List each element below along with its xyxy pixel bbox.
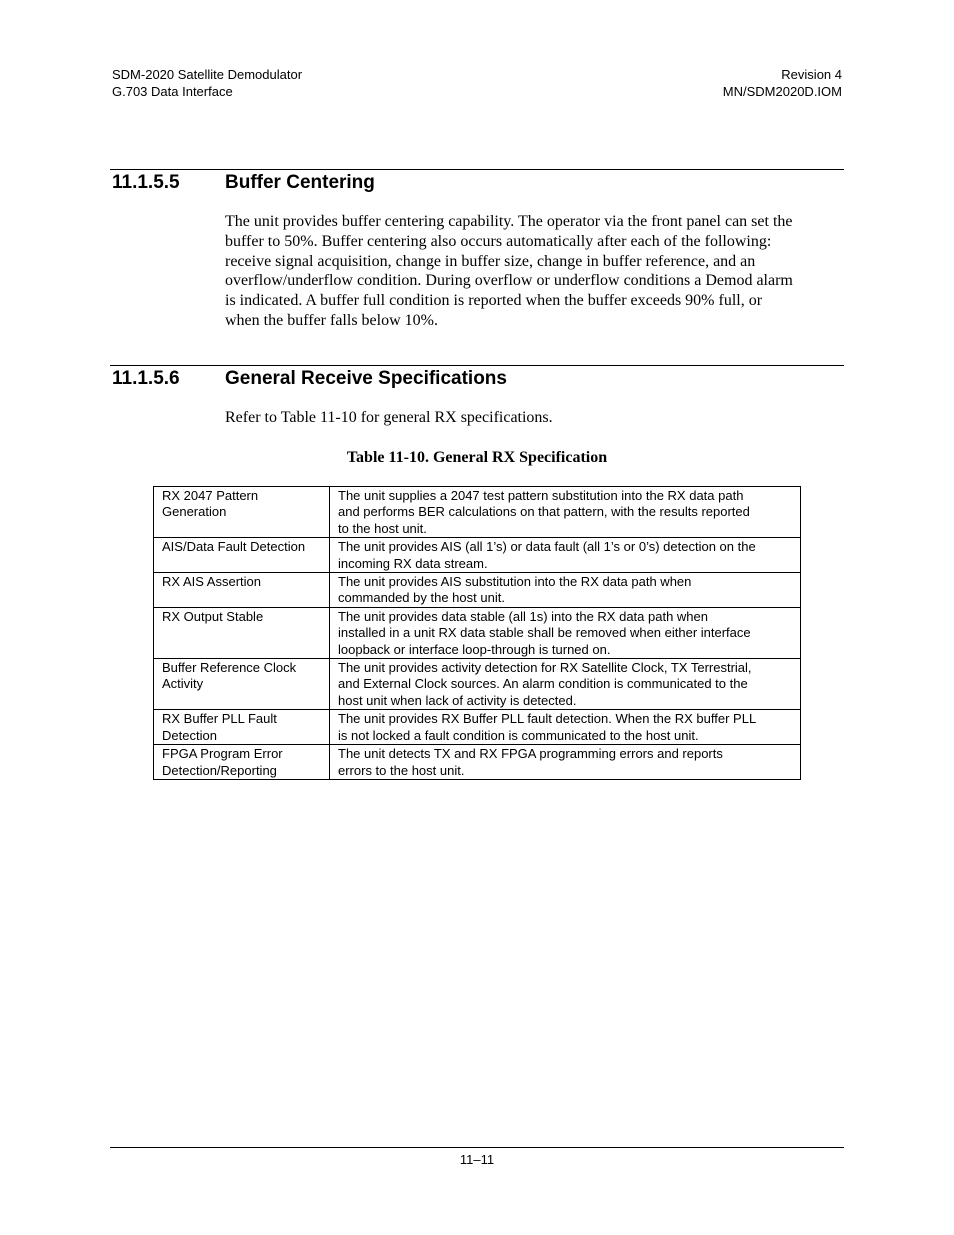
spec-description-line: The unit provides RX Buffer PLL fault detection. When the RX buffer PLL [338, 711, 757, 727]
table-row [154, 573, 801, 608]
spec-description-cell [330, 710, 801, 745]
spec-description-line: installed in a unit RX data stable shall be removed when either interface [338, 625, 751, 641]
spec-description-line: The unit provides data stable (all 1s) into the RX data path when [338, 608, 708, 624]
page-number: 11–11 [459, 1152, 495, 1167]
table-row [154, 745, 801, 780]
section-body-buffer-centering [225, 212, 843, 331]
revision-label: Revision 4 [781, 67, 842, 82]
spec-description-line: The unit provides AIS substitution into the RX data path when [338, 574, 692, 590]
body-line: receive signal acquisition, change in buffer size, change in buffer reference, and an [225, 252, 756, 270]
spec-name-line: FPGA Program Error [162, 746, 283, 762]
spec-name-cell [154, 659, 330, 710]
spec-name-cell [154, 607, 330, 658]
spec-description-cell [330, 607, 801, 658]
section-number: 11.1.5.6 [112, 368, 180, 389]
spec-description-line: is not locked a fault condition is communicated to the host unit. [338, 727, 699, 743]
spec-description-cell [330, 487, 801, 538]
spec-description-line: The unit supplies a 2047 test pattern substitution into the RX data path [338, 488, 744, 503]
spec-name-cell [154, 538, 330, 573]
footer-divider [110, 1147, 844, 1148]
spec-description-line: errors to the host unit. [338, 762, 465, 778]
section-divider [110, 365, 844, 366]
body-line: when the buffer falls below 10%. [225, 311, 438, 329]
spec-name-cell [154, 573, 330, 608]
spec-name-line: Activity [162, 676, 204, 692]
spec-description-cell [330, 659, 801, 710]
spec-description-line: and performs BER calculations on that pattern, with the results reported [338, 504, 750, 520]
rx-spec-table-body [154, 487, 801, 780]
spec-name-line: Buffer Reference Clock [162, 660, 297, 676]
spec-description-cell [330, 745, 801, 780]
body-line: is indicated. A buffer full condition is reported when the buffer exceeds 90% full, or [225, 292, 763, 310]
header-left [112, 67, 302, 100]
spec-name-cell [154, 710, 330, 745]
header-right [723, 67, 842, 100]
spec-description-line: and External Clock sources. An alarm condition is communicated to the [338, 676, 748, 692]
table-caption: Table 11-10. General RX Specification [346, 449, 608, 466]
spec-description-line: commanded by the host unit. [338, 590, 505, 606]
section-divider [110, 169, 844, 170]
spec-name-line: Generation [162, 504, 227, 520]
section-title: Buffer Centering [225, 172, 375, 193]
table-row [154, 487, 801, 538]
spec-name-line: AIS/Data Fault Detection [162, 539, 306, 555]
spec-name-line: RX AIS Assertion [162, 574, 261, 590]
table-row [154, 538, 801, 573]
section-body-general-receive: Refer to Table 11-10 for general RX specifications. [225, 409, 553, 426]
spec-description-line: to the host unit. [338, 520, 427, 536]
document-id: MN/SDM2020D.IOM [722, 83, 842, 99]
spec-description-line: loopback or interface loop-through is turned on. [338, 641, 611, 657]
section-number: 11.1.5.5 [112, 172, 180, 193]
body-line: buffer to 50%. Buffer centering also occurs automatically after each of the following: [225, 232, 772, 250]
spec-description-line: The unit provides activity detection for RX Satellite Clock, TX Terrestrial, [338, 660, 752, 676]
table-row [154, 607, 801, 658]
spec-description-line: host unit when lack of activity is detected. [338, 692, 577, 708]
body-line: The unit provides buffer centering capability. The operator via the front panel can set the [225, 213, 793, 230]
spec-description-line: incoming RX data stream. [338, 555, 488, 571]
document-title: SDM-2020 Satellite Demodulator [112, 67, 303, 82]
body-line: overflow/underflow condition. During overflow or underflow conditions a Demod alarm [225, 272, 793, 290]
spec-name-line: RX Output Stable [162, 608, 264, 624]
spec-name-cell [154, 745, 330, 780]
table-row [154, 659, 801, 710]
table-row [154, 710, 801, 745]
spec-name-line: Detection/Reporting [162, 762, 277, 778]
spec-name-line: Detection [162, 727, 217, 743]
document-subtitle: G.703 Data Interface [112, 83, 233, 99]
spec-description-line: The unit provides AIS (all 1’s) or data fault (all 1’s or 0’s) detection on the [338, 539, 756, 555]
rx-spec-table [153, 486, 801, 780]
spec-description-line: The unit detects TX and RX FPGA programming errors and reports [338, 746, 723, 762]
spec-description-cell [330, 573, 801, 608]
section-heading-buffer-centering [112, 172, 375, 194]
section-heading-general-receive [112, 368, 507, 390]
spec-name-line: RX 2047 Pattern [162, 488, 259, 503]
spec-name-cell [154, 487, 330, 538]
spec-name-line: RX Buffer PLL Fault [162, 711, 277, 727]
spec-description-cell [330, 538, 801, 573]
section-title: General Receive Specifications [225, 368, 507, 389]
